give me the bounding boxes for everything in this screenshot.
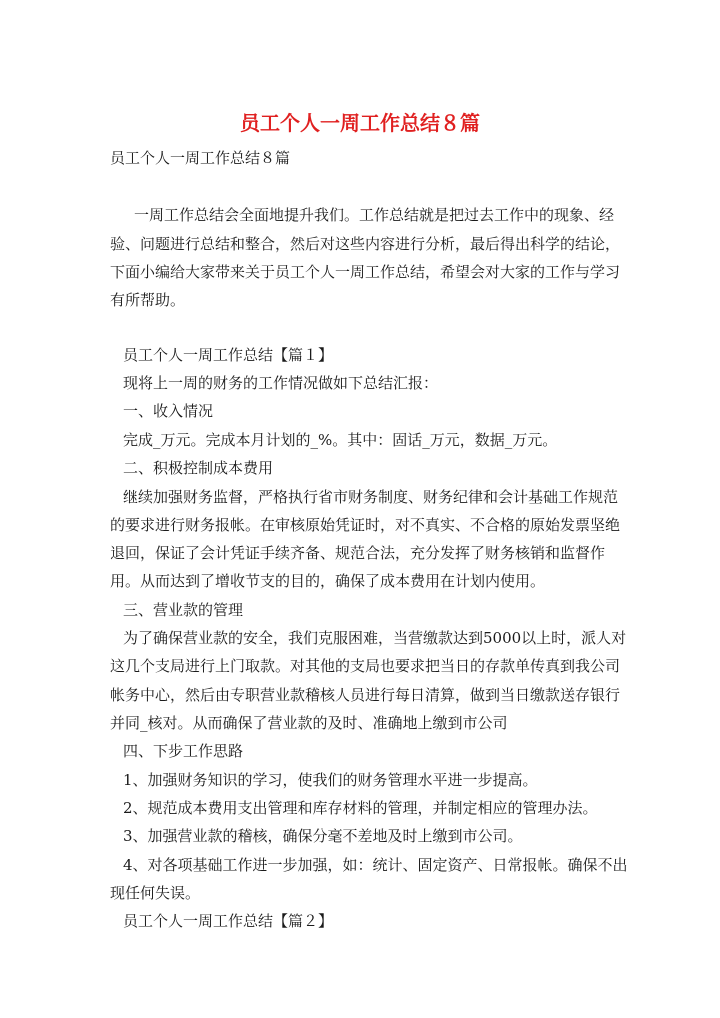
revenue-line: 这几个支局进行上门取款。对其他的支局也要求把当日的存款单传真到我公司	[110, 657, 621, 675]
intro-line: 验、问题进行总结和整合，然后对这些内容进行分析，最后得出科学的结论，	[110, 235, 621, 253]
list-item: 1、加强财务知识的学习，使我们的财务管理水平进一步提高。	[123, 771, 538, 789]
revenue-line: 并同_核对。从而确保了营业款的及时、准确地上缴到市公司	[110, 714, 508, 732]
list-item: 4、对各项基础工作进一步加强，如：统计、固定资产、日常报帐。确保不出	[123, 856, 628, 874]
cost-line: 的要求进行财务报帐。在审核原始凭证时，对不真实、不合格的原始发票坚绝	[110, 516, 621, 534]
list-item: 3、加强营业款的稽核，确保分毫不差地及时上缴到市公司。	[123, 827, 523, 845]
lead-text: 现将上一周的财务的工作情况做如下总结汇报：	[123, 374, 439, 392]
subsection-heading-next-steps: 四、下步工作思路	[123, 742, 244, 760]
subsection-heading-revenue: 三、营业款的管理	[123, 601, 244, 619]
income-text: 完成_万元。完成本月计划的_%。其中：固话_万元，数据_万元。	[123, 431, 558, 449]
section-heading-part1: 员工个人一周工作总结【篇１】	[123, 346, 334, 364]
subsection-heading-income: 一、收入情况	[123, 402, 214, 420]
intro-line: 下面小编给大家带来关于员工个人一周工作总结，希望会对大家的工作与学习	[110, 263, 621, 281]
intro-line: 一周工作总结会全面地提升我们。工作总结就是把过去工作中的现象、经	[134, 206, 615, 224]
revenue-line: 帐务中心，然后由专职营业款稽核人员进行每日清算，做到当日缴款送存银行	[110, 686, 621, 704]
document-subtitle: 员工个人一周工作总结８篇	[110, 149, 291, 167]
cost-line: 退回，保证了会计凭证手续齐备、规范合法，充分发挥了财务核销和监督作	[110, 544, 606, 562]
list-item: 2、规范成本费用支出管理和库存材料的管理，并制定相应的管理办法。	[123, 799, 598, 817]
intro-line: 有所帮助。	[110, 291, 186, 309]
document-title: 员工个人一周工作总结８篇	[240, 111, 480, 135]
cost-line: 继续加强财务监督，严格执行省市财务制度、财务纪律和会计基础工作规范	[123, 488, 619, 506]
revenue-line: 为了确保营业款的安全，我们克服困难，当营缴款达到5000以上时，派人对	[123, 629, 627, 647]
list-item-continuation: 现任何失误。	[110, 884, 201, 902]
cost-line: 用。从而达到了增收节支的目的，确保了成本费用在计划内使用。	[110, 572, 546, 590]
section-heading-part2: 员工个人一周工作总结【篇２】	[123, 912, 334, 930]
subsection-heading-cost: 二、积极控制成本费用	[123, 459, 274, 477]
